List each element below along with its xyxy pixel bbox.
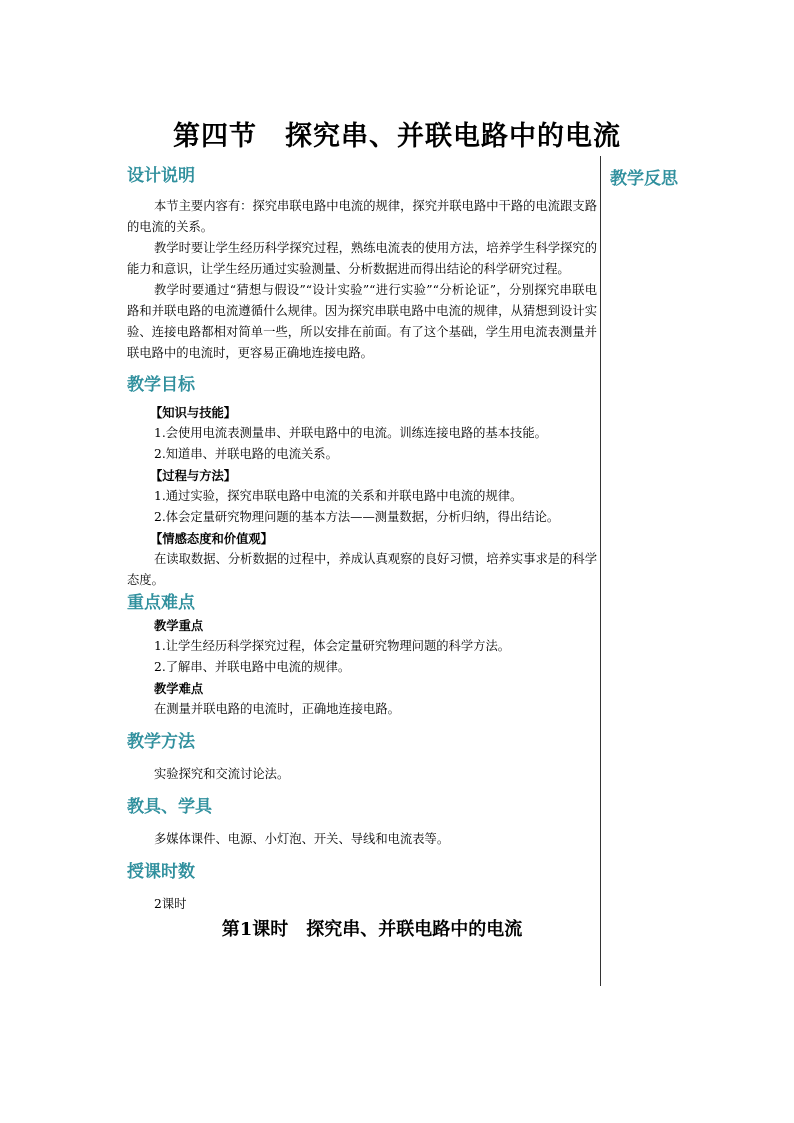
tools-heading: 教具、学具 <box>127 797 212 817</box>
process-label: 【过程与方法】 <box>150 468 237 483</box>
design-heading: 设计说明 <box>127 166 195 186</box>
emotion-label: 【情感态度和价值观】 <box>150 531 273 546</box>
lesson-title: 第1课时 探究串、并联电路中的电流 <box>221 919 523 940</box>
knowledge-label: 【知识与技能】 <box>150 405 237 420</box>
knowledge-item-2: 2.知道串、并联电路的电流关系。 <box>154 447 338 461</box>
column-divider <box>600 156 601 986</box>
main-column <box>127 164 597 940</box>
design-paragraph-1: 本节主要内容有：探究串联电路中电流的规律，探究并联电路中干路的电流跟支路的电流的关系。 <box>127 199 597 234</box>
goals-heading: 教学目标 <box>127 375 195 395</box>
focus-label: 教学重点 <box>154 618 204 633</box>
emotion-text: 在读取数据、分析数据的过程中，养成认真观察的良好习惯，培养实事求是的科学态度。 <box>127 552 597 587</box>
design-paragraph-3: 教学时要通过“猜想与假设”“设计实验”“进行实验”“分析论证”，分别探究串联电路和并联电路的电流遵循什么规律。因为探究串联电路中电流的规律，从猜想到设计实验、连接电路都相对简单一些，所以安排在前面。有了这个基础，学生用电流表测量并联电路中的电流时，更容易正确地连接电路。 <box>127 283 597 360</box>
tools-text: 多媒体课件、电源、小灯泡、开关、导线和电流表等。 <box>154 832 450 846</box>
methods-text: 实验探究和交流讨论法。 <box>154 767 290 781</box>
key-points-heading: 重点难点 <box>127 593 195 613</box>
process-item-1: 1.通过实验，探究串联电路中电流的关系和并联电路中电流的规律。 <box>154 489 523 503</box>
knowledge-item-1: 1.会使用电流表测量串、并联电路中的电流。训练连接电路的基本技能。 <box>154 426 547 440</box>
process-item-2: 2.体会定量研究物理问题的基本方法——测量数据，分析归纳，得出结论。 <box>154 510 560 524</box>
difficulty-label: 教学难点 <box>154 681 204 696</box>
design-paragraph-2: 教学时要让学生经历科学探究过程，熟练电流表的使用方法，培养学生科学探究的能力和意识，让学生经历通过实验测量、分析数据进而得出结论的科学研究过程。 <box>127 241 597 276</box>
difficulty-text: 在测量并联电路的电流时，正确地连接电路。 <box>154 702 400 716</box>
hours-heading: 授课时数 <box>127 862 195 882</box>
hours-text: 2课时 <box>154 897 187 911</box>
focus-item-1: 1.让学生经历科学探究过程，体会定量研究物理问题的科学方法。 <box>154 639 511 653</box>
focus-item-2: 2.了解串、并联电路中电流的规律。 <box>154 660 351 674</box>
methods-heading: 教学方法 <box>127 732 195 752</box>
page-title: 第四节 探究串、并联电路中的电流 <box>173 121 621 152</box>
reflection-heading: 教学反思 <box>610 169 678 189</box>
